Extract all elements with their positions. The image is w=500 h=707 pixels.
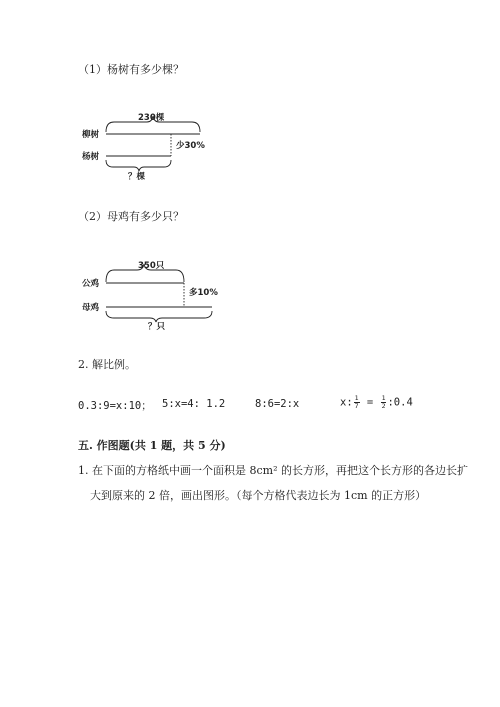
equation-4-fraction-2 [381, 395, 387, 410]
equation-4 [340, 395, 413, 410]
equation-4-suffix: :0.4 [387, 396, 413, 409]
problem1-question: （1）杨树有多少棵？ [78, 63, 184, 76]
problem1-row2-label: 杨树 [82, 152, 100, 162]
problem1-top-brace [106, 116, 200, 132]
problem2-question: （2）母鸡有多少只？ [78, 210, 184, 223]
equation-4-fraction-1 [354, 395, 360, 410]
problem1-bottom-brace-label: ？棵 [128, 172, 146, 182]
equation-4-prefix: x: [340, 396, 353, 409]
fraction-2-numerator: 1 [381, 394, 386, 402]
section2-title: 2. 解比例。 [78, 358, 136, 371]
problem2-row2-label: 母鸡 [82, 303, 100, 313]
problem2-bottom-brace [106, 311, 212, 322]
problem1-row1-label: 柳树 [82, 130, 100, 140]
equation-4-equals: = [366, 396, 374, 409]
problem2-top-brace [106, 264, 184, 282]
fraction-1-denominator: 7 [354, 402, 359, 410]
section5-question-line2: 大到原来的 2 倍，画出图形。（每个方格代表边长为 1cm 的正方形） [90, 489, 427, 502]
equation-1: 0.3:9=x:10； [78, 400, 152, 412]
section5-question-line1: 1. 在下面的方格纸中画一个面积是 8cm² 的长方形，再把这个长方形的各边长扩 [78, 464, 468, 477]
section5-title: 五. 作图题(共 1 题，共 5 分) [78, 439, 226, 452]
problem1-bottom-brace [106, 160, 171, 171]
problem1-top-brace-label: 230棵 [138, 113, 165, 123]
problem2-row1-label: 公鸡 [82, 279, 100, 289]
fraction-1-numerator: 1 [354, 394, 359, 402]
problem1-side-label: 少30% [176, 141, 205, 151]
equation-3: 8:6=2:x [255, 398, 300, 410]
equation-2: 5:x=4: 1.2 [162, 398, 226, 410]
fraction-2-denominator: 2 [381, 402, 386, 410]
problem2-bottom-brace-label: ？只 [148, 322, 166, 332]
problem2-top-brace-label: 350只 [138, 261, 165, 271]
problem2-side-label: 多10% [189, 288, 218, 298]
